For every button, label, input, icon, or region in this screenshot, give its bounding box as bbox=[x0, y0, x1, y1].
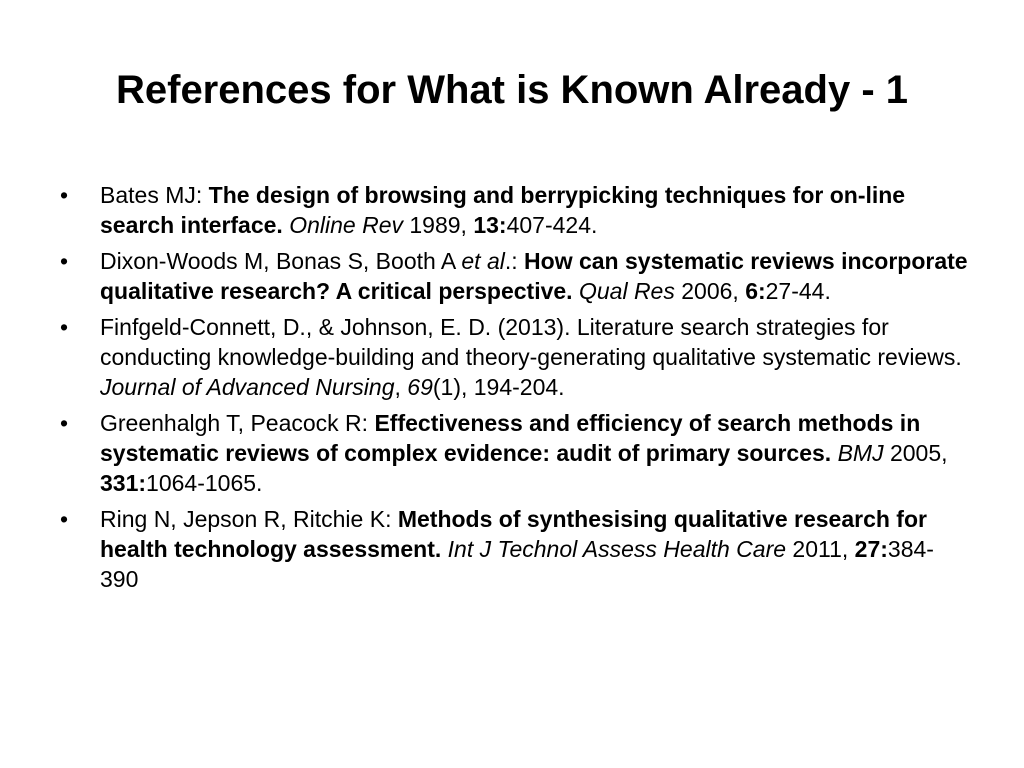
reference-text-segment: Int J Technol Assess Health Care bbox=[447, 536, 787, 562]
reference-text-segment: 1989, bbox=[403, 212, 474, 238]
slide-title: References for What is Known Already - 1 bbox=[115, 68, 909, 112]
reference-text-segment: (1), 194-204. bbox=[432, 374, 565, 400]
reference-text-segment: The design of browsing and berrypicking techniques for on-line search interface. bbox=[100, 182, 906, 238]
reference-text-segment: 2006, bbox=[674, 278, 746, 304]
reference-text-segment: 69 bbox=[407, 374, 433, 400]
reference-text-segment: et al bbox=[461, 248, 505, 274]
reference-item bbox=[60, 312, 970, 402]
reference-text-segment: BMJ bbox=[837, 440, 884, 466]
reference-text-segment: , bbox=[394, 374, 408, 400]
bullet-icon: • bbox=[60, 410, 69, 436]
reference-text-segment: 407-424. bbox=[506, 212, 598, 238]
reference-text-segment: 2005, bbox=[883, 440, 948, 466]
reference-text-segment: Greenhalgh T, Peacock R: bbox=[100, 410, 375, 436]
reference-text-segment: Journal of Advanced Nursing bbox=[100, 374, 395, 400]
reference-text-segment: Ring N, Jepson R, Ritchie K: bbox=[100, 506, 398, 532]
reference-item bbox=[60, 408, 970, 498]
reference-text-segment: Effectiveness and efficiency of search methods in systematic reviews of complex evidence: audit of primary sources. bbox=[100, 410, 921, 466]
reference-item bbox=[60, 180, 970, 240]
reference-text-segment: 6: bbox=[745, 278, 766, 304]
reference-text-segment: Bates MJ: bbox=[100, 182, 209, 208]
reference-text-segment: Dixon-Woods M, Bonas S, Booth A bbox=[100, 248, 462, 274]
reference-text-segment: How can systematic reviews incorporate qualitative research? A critical perspective. bbox=[100, 248, 968, 304]
reference-text-segment: Qual Res bbox=[578, 278, 675, 304]
bullet-icon: • bbox=[60, 182, 69, 208]
reference-item bbox=[60, 246, 970, 306]
reference-text-segment: 331: bbox=[100, 470, 147, 496]
reference-text-segment: 384-390 bbox=[100, 536, 934, 592]
bullet-icon: • bbox=[60, 506, 69, 532]
bullet-icon: • bbox=[60, 314, 69, 340]
reference-list bbox=[60, 180, 970, 600]
bullet-icon: • bbox=[60, 248, 69, 274]
reference-text-segment: 27-44. bbox=[765, 278, 831, 304]
reference-text-segment: 1064-1065. bbox=[146, 470, 263, 496]
reference-text-segment: Methods of synthesising qualitative research for health technology assessment. bbox=[100, 506, 927, 562]
reference-item bbox=[60, 504, 970, 594]
reference-text-segment: Online Rev bbox=[289, 212, 403, 238]
reference-text-segment: .: bbox=[504, 248, 525, 274]
reference-text-segment: Finfgeld-Connett, D., & Johnson, E. D. (2013). Literature search strategies for conducting knowledge-building and theory-generating qualitative systematic reviews. bbox=[100, 314, 962, 370]
reference-text-segment: 27: bbox=[854, 536, 888, 562]
reference-text-segment: 13: bbox=[473, 212, 507, 238]
reference-text-segment: 2011, bbox=[786, 536, 855, 562]
